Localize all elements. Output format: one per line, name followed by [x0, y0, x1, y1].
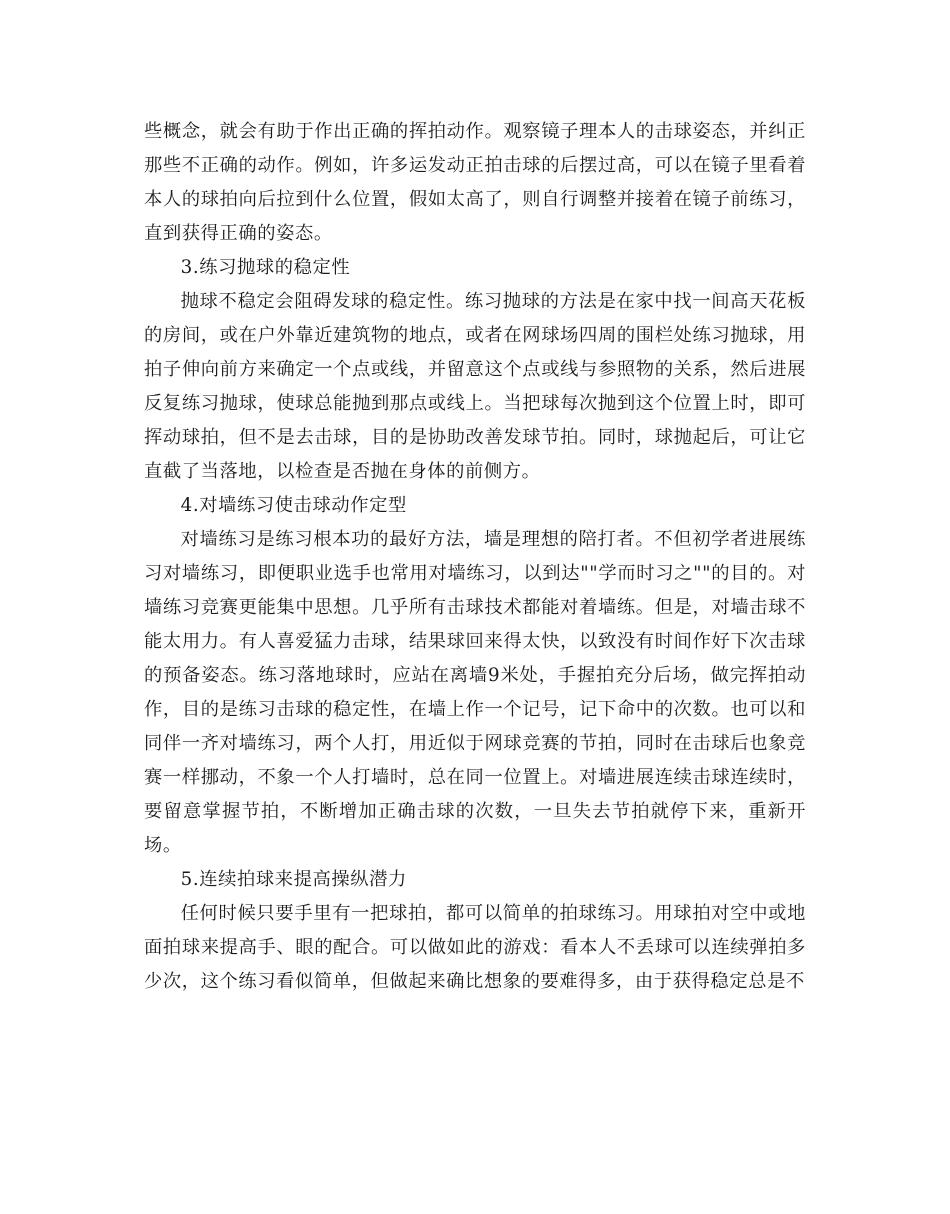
section-heading: 3.练习抛球的稳定性 — [180, 257, 351, 278]
section-heading: 4.对墙练习使击球动作定型 — [180, 495, 407, 516]
body-paragraph: 对墙练习是练习根本功的最好方法，墙是理想的陪打者。不但初学者进展练习对墙练习，即便职业选手也常用对墙练习，以到达""学而时习之""的目的。对墙练习竞赛更能集中思想。几乎所有击球技术都能对着墙练。但是，对墙击球不能太用力。有人喜爱猛力击球，结果球回来得太快，以致没有时间作好下次击球的预备姿态。练习落地球时，应站在离墙9米处，手握拍充分后场，做完挥拍动作，目的是练习击球的稳定性，在墙上作一个记号，记下命中的次数。也可以和同伴一齐对墙练习，两个人打，用近似于网球竞赛的节拍，同时在击球后也象竞赛一样挪动，不象一个人打墙时，总在同一位置上。对墙进展连续击球连续时，要留意掌握节拍，不断增加正确击球的次数，一旦失去节拍就停下来，重新开场。 — [144, 529, 806, 856]
body-paragraph: 抛球不稳定会阻碍发球的稳定性。练习抛球的方法是在家中找一间高天花板的房间，或在户外靠近建筑物的地点，或者在网球场四周的围栏处练习抛球，用拍子伸向前方来确定一个点或线，并留意这个点或线与参照物的关系，然后进展反复练习抛球，使球总能抛到那点或线上。当把球每次抛到这个位置上时，即可挥动球拍，但不是去击球，目的是协助改善发球节拍。同时，球抛起后，可让它直截了当落地，以检查是否抛在身体的前侧方。 — [144, 291, 806, 482]
section-heading: 5.连续拍球来提高操纵潜力 — [180, 869, 407, 890]
document-body — [144, 115, 806, 999]
body-paragraph: 任何时候只要手里有一把球拍，都可以简单的拍球练习。用球拍对空中或地面拍球来提高手、眼的配合。可以做如此的游戏：看本人不丢球可以连续弹拍多少次，这个练习看似简单，但做起来确比想象的要难得多，由于获得稳定总是不 — [144, 903, 806, 992]
body-paragraph: 些概念，就会有助于作出正确的挥拍动作。观察镜子理本人的击球姿态，并纠正那些不正确的动作。例如，许多运发动正拍击球的后摆过高，可以在镜子里看着本人的球拍向后拉到什么位置，假如太高了，则自行调整并接着在镜子前练习，直到获得正确的姿态。 — [144, 121, 806, 244]
